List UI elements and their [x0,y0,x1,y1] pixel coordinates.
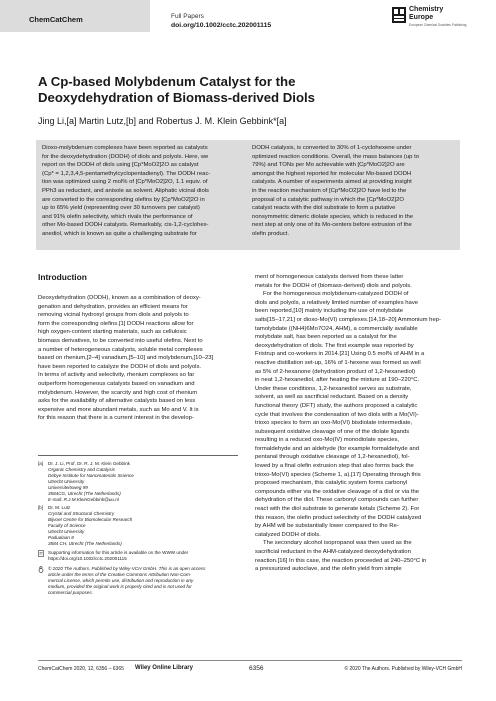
article-section: Full Papers [171,13,204,20]
document-icon [38,550,44,559]
publisher-logo [392,6,472,32]
abstract-right-column: DODH catalysis, is converted to 30% of 1-cyclohexene under optimized reaction conditions. Overall, the mass balances (up to 79%) and TONs per Mo achievable with [Cp*MoO2]2O are amongst the highest reported for molecular Mo-based DODH catalysts. A number of experiments aimed at providing insight in the reaction mechanism of [Cp*MoO2]2O have led to the proposal of a catalytic pathway in which the [Cp*MoO2]2O catalyst reacts with the diol substrate to form a putative nonsymmetric dimeric diolate species, which is reduced in the next step at only one of its Mo-centers before extrusion of the olefin product. [252,145,419,237]
publisher-subtitle: European Chemical Societies Publishing [409,23,467,27]
paragraph: ment of homogeneous catalysts derived from these latter metals for the DODH of (biomass-derived) diols and polyols. [255,274,412,289]
intro-left-column: Deoxydehydration (DODH), known as a combination of deoxy- genation and dehydration, provides an efficient means for removing vicinal hydroxyl groups from diols and polyols to form the corresponding olefins.[1] DODH reactions allow for high oxygen-content starting materials, such as cellulosic biomass derivatives, to be converted into useful olefins. Next to a number of heterogeneous catalysts, soluble metal complexes based on rhenium,[2–4] vanadium,[5–10] and molybdenum,[10–23] have been reported to catalyze the DODH of diols and polyols. In terms of activity and selectivity, rhenium complexes so far outperform homogeneous catalysts based on vanadium and molybdenum. However, the scarcity and high cost of rhenium asks for the availability of alternative catalysts based on less expensive and more abundant metals, such as Mo and V. It is for this reason that there is a current interest in the develop- [38,295,214,422]
open-access-icon [38,566,44,575]
footnote-divider [38,455,238,456]
footer-divider [38,660,462,661]
footer-copyright: © 2020 The Authors. Published by Wiley-VCH GmbH [344,666,462,672]
supporting-info-note: Supporting information for this article is available on the WWW under https://doi.org/10.1002/cctc.202001115 [38,550,238,562]
page-header [0,0,496,38]
journal-name: ChemCatChem [29,15,83,24]
publisher-name: Chemistry Europe [409,6,444,21]
article-title: A Cp-based Molybdenum Catalyst for the Deoxydehydration of Biomass-derived Diols [38,74,316,105]
citation-line: ChemCatChem 2020, 12, 6356 – 6365 [38,666,124,672]
chemistry-europe-logo-icon [392,7,406,23]
section-heading-introduction: Introduction [38,272,87,282]
affiliation-b: [b] Dr. M. Lutz Crystal and Structural Chemistry Bijvoet Centre for Biomolecular Research Faculty of Science Utrecht University Padualaan 8 3584 CH, Utrecht (The Netherlands) [38,505,133,546]
page-footer [38,663,462,675]
affiliation-a: [a] Dr. J. Li, Prof. Dr. R. J. M. Klein Gebbink Organic Chemistry and Catalysis Debye Institute for Nanomaterials Science Utrecht University Universiteitsweg 99 3584CG, Utrecht (The Netherlands) E-mail: R.J.M.KleinGebbink@uu.nl [38,461,238,503]
paragraph: The secondary alcohol isopropanol was then used as the sacrificial reductant in the AHM-catalyzed deoxydehydration reaction.[16] In this case, the reaction proceeded at 240–250°C in a pressurized autoclave, and the olefin yield from simple [255,540,427,573]
supporting-info-link[interactable]: https://doi.org/10.1002/cctc.202001115 [48,556,127,561]
author-list: Jing Li,[a] Martin Lutz,[b] and Robertus J. M. Klein Gebbink*[a] [38,116,287,126]
page-number: 6356 [249,665,264,672]
doi-link[interactable]: doi.org/10.1002/cctc.202001115 [171,22,272,29]
intro-right-column [255,273,462,574]
author-email[interactable]: E-mail: R.J.M.KleinGebbink@uu.nl [48,497,119,502]
wiley-online-library-link[interactable]: Wiley Online Library [135,665,193,671]
paragraph: For the homogeneous molybdenum-catalyzed DODH of diols and polyols, a relatively limited number of examples have been reported,[10] mainly including the use of molybdate salts[15–17,21] or dioxo-Mo(VI) complexes.[14,18–20] Ammonium hep- tamolybdate ((NH4)6Mo7O24, AHM), a commercially available molybdate salt, has been reported as a catalyst for the deoxydehydration of diols. The first example was reported by Fristrup and co-workers in 2014.[21] Using 0.5 mol% of AHM in a reactive distillation set-up, 16% of 1-hexene was formed as well as 5% of 2-hexanone (dehydration product of 1,2-hexanediol) in neat 1,2-hexanediol, after heating the mixture at 190–220°C. Under these conditions, 1,2-hexanediol serves as substrate, solvent, as well as sacrificial reductant. Based on a density functional theory (DFT) study, the authors proposed a catalytic cycle that involves the condensation of two diols with a Mo(VI)- trioxo species to form an oxo-Mo(VI) bisdiolate intermediate, subsequent oxidative cleavage of one of the diolate ligands resulting in a reduced oxo-Mo(IV) monodiolate species, formaldehyde and an aldehyde (for example formaldehyde and pentanal through oxidative cleavage of 1,2-hexanediol), fol- lowed by a final olefin extrusion step that also forms back the trioxo-Mo(VI) species (Scheme 1, a).[17] Operating through this proposed mechanism, this catalytic system forms carbonyl compounds either via the oxidative cleavage of a diol or via the dehydration of the diol. These carbonyl compounds can further react with the diol substrate to generate ketals (Scheme 2). For this reason, the olefin product selectivity of the DODH catalyzed by AHM will be substantially lower compared to the Re- catalyzed DODH of diols. [255,291,441,538]
abstract-left-column: Dioxo-molybdenum complexes have been reported as catalysts for the deoxydehydration (DODH) of diols and polyols. Here, we report on the DODH of diols using [Cp*MoO2]2O as catalyst (Cp* = 1,2,3,4,5-pentamethylcyclopentadienyl). The DODH reac- tion was optimized using 2 mol% of [Cp*MoO2]2O, 1.1 equiv. of PPh3 as reductant, and anisole as solvent. Aliphatic vicinal diols are converted to the corresponding olefins by [Cp*MoO2]2O in up to 65% yield (representing over 30 turnovers per catalyst) and 91% olefin selectivity, which rivals the performance of other Mo-based DODH catalysts. Remarkably, cis-1,2-cyclohex- anediol, which is known as quite a challenging substrate for [42,145,211,237]
open-access-note: © 2020 The Authors. Published by Wiley-VCH GmbH. This is an open access article under the terms of the Creative Commons Attribution Non-Com- mercial License, which permits use, distribution and reproduction in any medium, provided the original work is properly cited and is not used for commercial purposes. [38,566,238,596]
abstract-box [36,140,460,250]
